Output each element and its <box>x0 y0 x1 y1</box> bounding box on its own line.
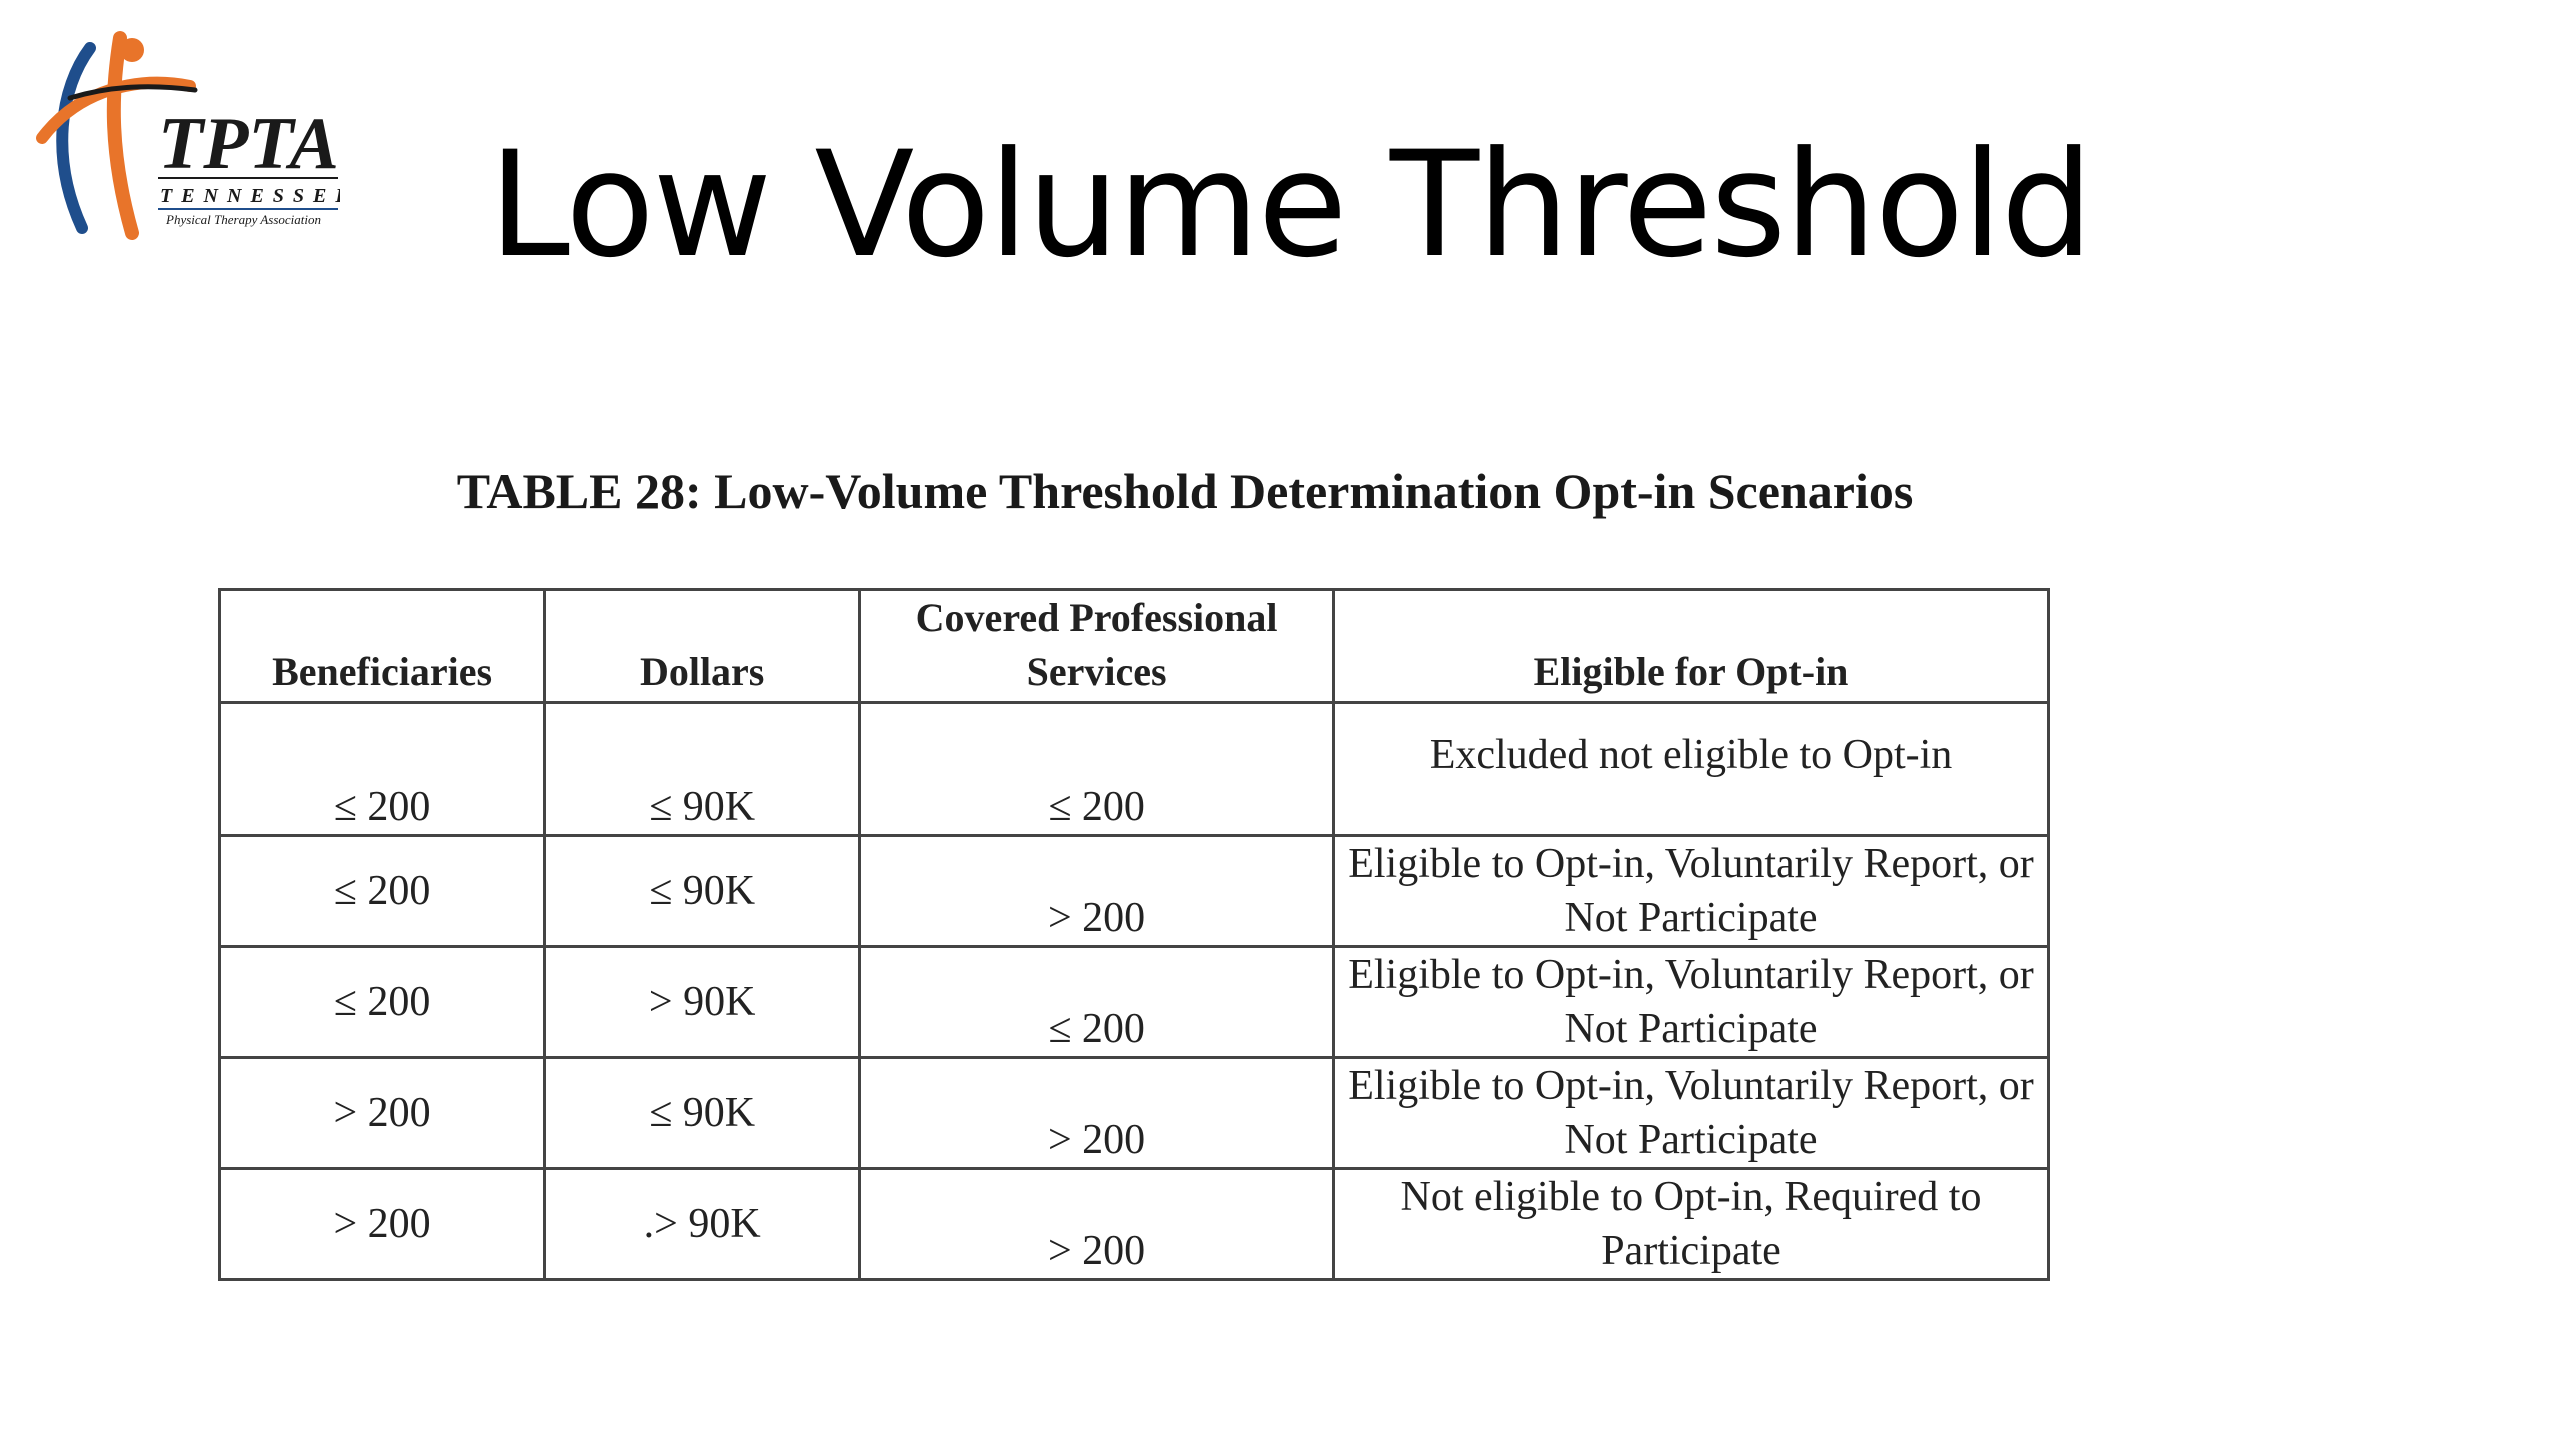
header-eligible: Eligible for Opt-in <box>1334 590 2049 703</box>
cell-dollars: ≤ 90K <box>545 836 860 947</box>
table-row <box>220 1169 2049 1280</box>
cell-dollars: > 90K <box>545 947 860 1058</box>
table-row <box>220 947 2049 1058</box>
logo-state: TENNESSEE <box>160 185 340 207</box>
cell-eligible: Excluded not eligible to Opt-in <box>1334 703 2049 836</box>
logo-acronym: TPTA <box>158 103 339 185</box>
header-beneficiaries: Beneficiaries <box>220 590 545 703</box>
table-caption: TABLE 28: Low-Volume Threshold Determination Opt-in Scenarios <box>456 463 1914 519</box>
cell-beneficiaries: ≤ 200 <box>220 836 545 947</box>
logo-subtitle: Physical Therapy Association <box>166 212 322 227</box>
header-covered-services: Covered Professional Services <box>860 590 1334 703</box>
cell-eligible: Eligible to Opt-in, Voluntarily Report, or Not Participate <box>1334 1058 2049 1169</box>
cell-covered-services: > 200 <box>860 836 1334 947</box>
slide-title: Low Volume Threshold <box>488 120 2092 290</box>
cell-dollars: ≤ 90K <box>545 703 860 836</box>
threshold-table <box>218 588 2050 1281</box>
cell-covered-services: ≤ 200 <box>860 703 1334 836</box>
table-row <box>220 1058 2049 1169</box>
cell-beneficiaries: ≤ 200 <box>220 947 545 1058</box>
table-row <box>220 836 2049 947</box>
cell-eligible: Eligible to Opt-in, Voluntarily Report, or Not Participate <box>1334 947 2049 1058</box>
table-header-row <box>220 590 2049 703</box>
table-row <box>220 703 2049 836</box>
cell-eligible: Eligible to Opt-in, Voluntarily Report, or Not Participate <box>1334 836 2049 947</box>
cell-dollars: ≤ 90K <box>545 1058 860 1169</box>
cell-dollars: .> 90K <box>545 1169 860 1280</box>
cell-eligible: Not eligible to Opt-in, Required to Participate <box>1334 1169 2049 1280</box>
cell-covered-services: > 200 <box>860 1169 1334 1280</box>
cell-covered-services: ≤ 200 <box>860 947 1334 1058</box>
cell-beneficiaries: ≤ 200 <box>220 703 545 836</box>
cell-beneficiaries: > 200 <box>220 1058 545 1169</box>
header-dollars: Dollars <box>545 590 860 703</box>
cell-beneficiaries: > 200 <box>220 1169 545 1280</box>
cell-covered-services: > 200 <box>860 1058 1334 1169</box>
